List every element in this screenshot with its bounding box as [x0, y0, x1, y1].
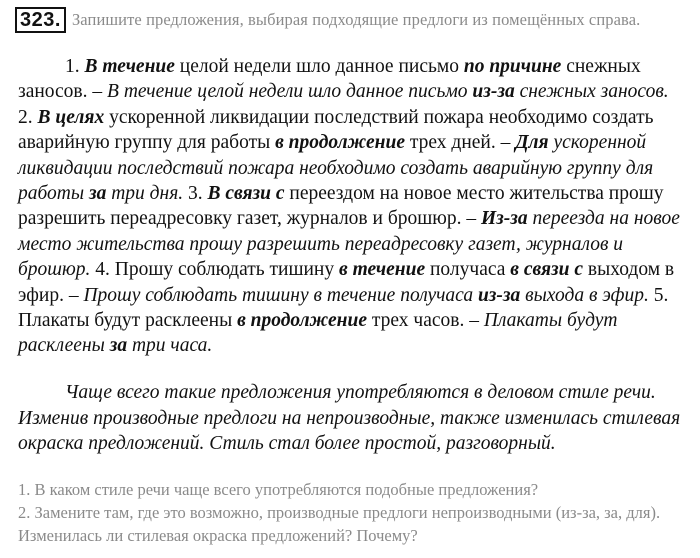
answer-segment: переездом на новое место жительства прошу разрешить переадресовку газет, журналов и брошюр. – — [18, 183, 664, 230]
preposition-highlight: из-за — [472, 81, 515, 103]
answer-segment: ускоренной ликвидации последствий пожара необходимо создать аварийную группу для работы — [18, 106, 654, 154]
preposition-highlight: в продолжение — [237, 310, 367, 332]
answer-segment: снежных заносов. — [514, 81, 669, 103]
answer-segment: получаса — [425, 259, 511, 281]
preposition-highlight: В течение — [84, 56, 175, 77]
explanation-paragraph — [18, 380, 684, 457]
answer-text — [18, 54, 684, 359]
preposition-highlight: в продолжение — [275, 132, 405, 154]
preposition-highlight: в течение — [338, 259, 426, 281]
answer-segment: выхода в эфир. — [520, 284, 649, 306]
answer-segment: ускоренной ликвидации последствий пожара необходимо создать аварийную группу для работы — [18, 132, 654, 205]
preposition-highlight: Из-за — [480, 208, 528, 230]
answer-segment: снежных заносов. – — [18, 56, 641, 103]
answer-segment: три дня. — [106, 183, 184, 205]
exercise-header — [15, 6, 640, 34]
exercise-task: Запишите предложения, выбирая подходящие предлоги из помещённых справа. — [71, 10, 641, 29]
answer-segment: Прошу соблюдать тишину в течение получаса — [83, 284, 478, 306]
answer-segment: выходом в эфир. – — [18, 259, 675, 306]
preposition-highlight: по причине — [463, 56, 562, 77]
answer-segment: 2. — [18, 106, 38, 128]
answer-paragraph — [18, 54, 684, 359]
exercise-number: 323. — [15, 7, 66, 33]
answer-segment: трех дней. – — [404, 132, 516, 154]
preposition-highlight: в связи с — [510, 259, 584, 281]
preposition-highlight: Для — [515, 132, 549, 154]
answer-segment: 3. — [183, 183, 208, 205]
answer-segment: 4. Прошу соблюдать тишину — [90, 259, 339, 281]
preposition-highlight: из-за — [477, 284, 521, 306]
answer-segment: В течение целой недели шло данное письмо — [107, 81, 473, 103]
question-item: 2. Замените там, где это возможно, производные предлоги непроизводными (из-за, за, для). Изменилась ли стилевая окраска предложений? Почему? — [18, 503, 661, 545]
answer-segment: Плакаты будут расклеены — [18, 310, 618, 357]
preposition-highlight: В целях — [37, 106, 105, 128]
preposition-highlight: за — [88, 183, 107, 205]
explanation-text: Чаще всего такие предложения употребляются в деловом стиле речи. Изменив производные предлоги на непроизводные, также изменилась стилевая окраска предложений. Стиль стал более простой, разговорный. — [18, 382, 681, 454]
answer-segment: 5. Плакаты будут расклеены — [18, 284, 669, 332]
answer-segment: три часа. — [127, 335, 213, 357]
preposition-highlight: В связи с — [207, 183, 285, 205]
answer-segment: переезда на новое место жительства прошу разрешить переадресовку газет, журналов и брошюр. — [18, 208, 680, 281]
answer-segment: целой недели шло данное письмо — [174, 56, 464, 77]
answer-segment: 1. — [65, 56, 85, 77]
preposition-highlight: за — [109, 335, 128, 357]
questions-list — [18, 478, 688, 547]
question-item: 1. В каком стиле речи чаще всего употребляются подобные предложения? — [18, 480, 539, 499]
answer-segment: трех часов. – — [366, 310, 484, 332]
